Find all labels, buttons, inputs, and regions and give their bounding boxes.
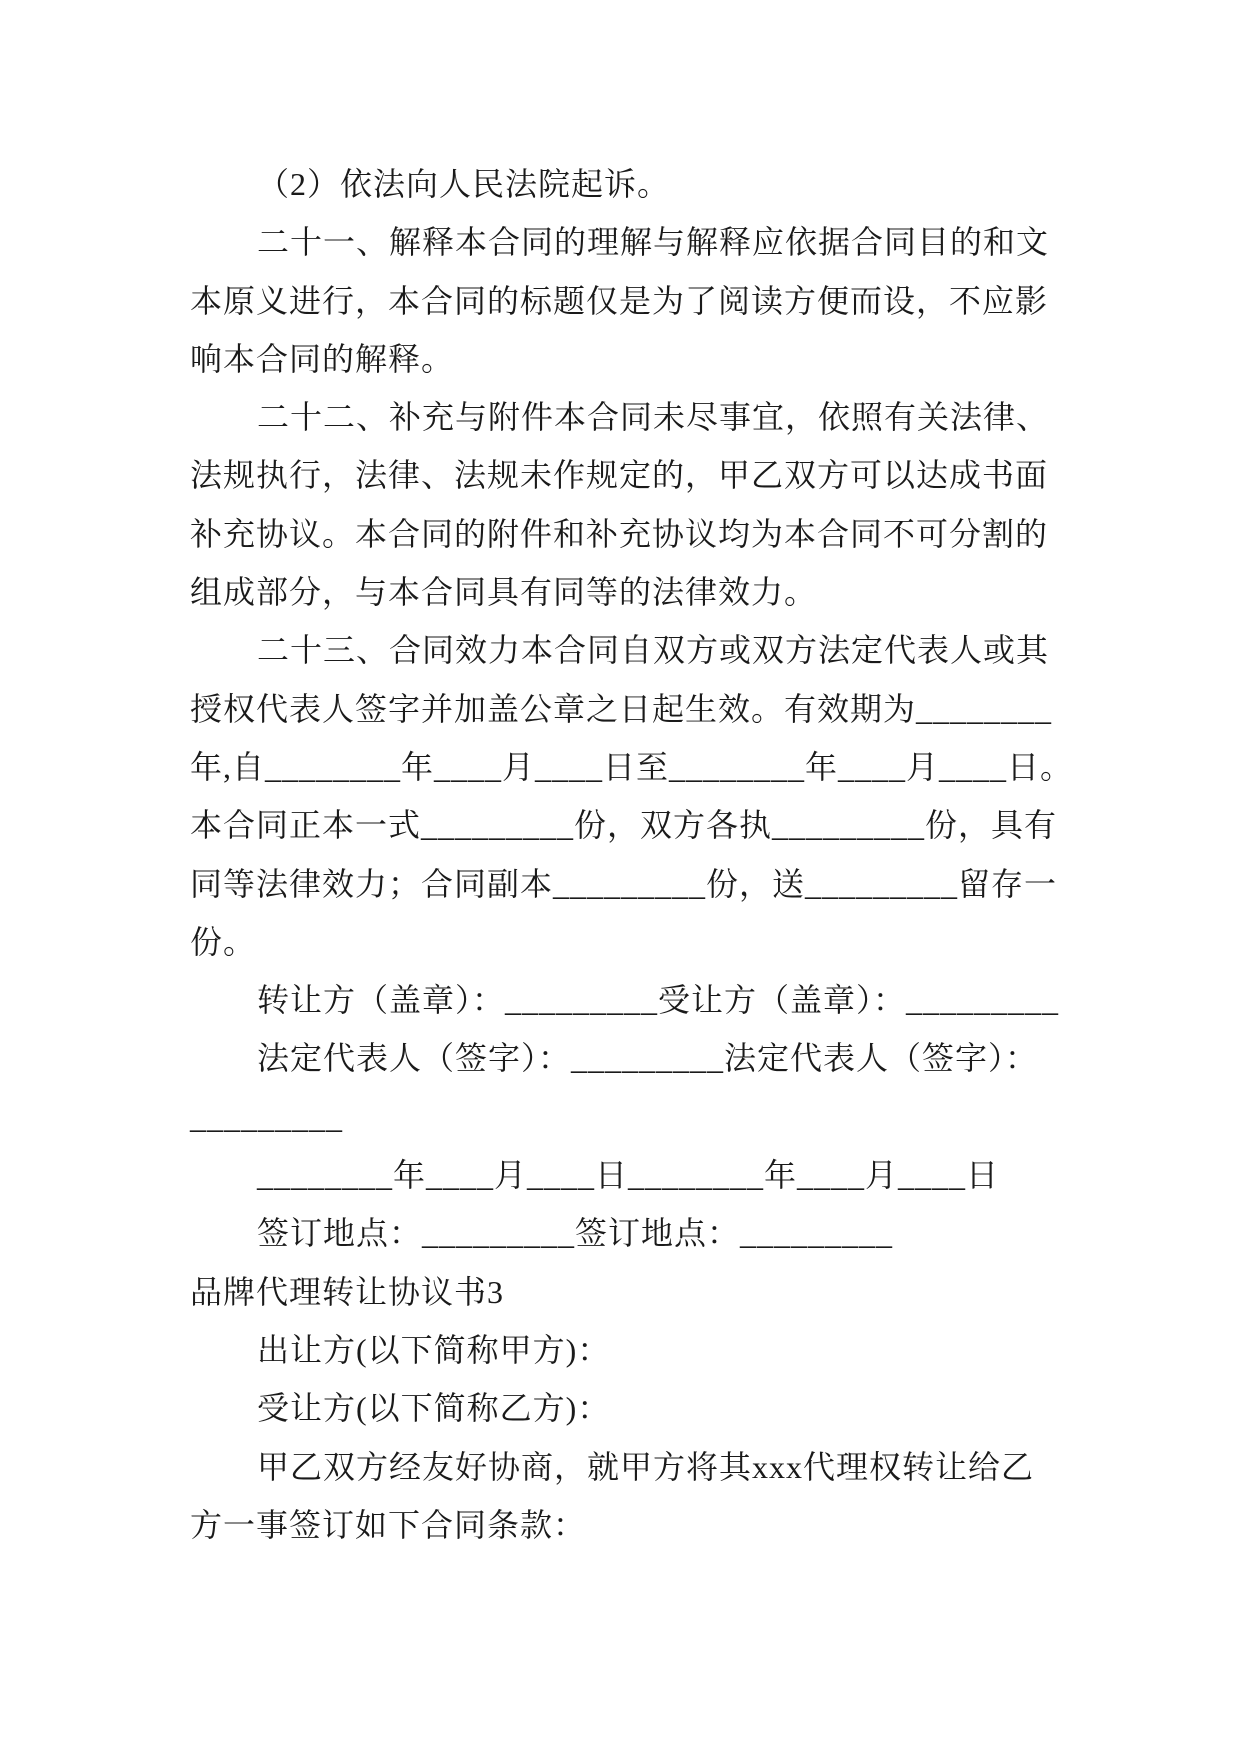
- clause-22-line: 二十二、补充与附件本合同未尽事宜，依照有关法律、: [257, 399, 1050, 436]
- signature-representative-line: 法定代表人（签字）：_________法定代表人（签字）：: [257, 1040, 1039, 1077]
- transferor-line: 出让方(以下简称甲方)：: [257, 1331, 611, 1368]
- signature-date-line: ________年____月____日________年____月____日: [257, 1157, 1000, 1194]
- clause-21-line: 响本合同的解释。: [190, 340, 455, 377]
- signature-place-line: 签订地点：_________签订地点：_________: [257, 1215, 894, 1252]
- clause-22-line: 法规执行，法律、法规未作规定的，甲乙双方可以达成书面: [190, 457, 1049, 494]
- clause-22-line: 补充协议。本合同的附件和补充协议均为本合同不可分割的: [190, 515, 1049, 552]
- preamble-line: 方一事签订如下合同条款：: [190, 1506, 587, 1543]
- clause-23-line: 份。: [190, 923, 257, 960]
- signature-seal-line: 转让方（盖章）：_________受让方（盖章）：_________: [257, 982, 1060, 1019]
- transferee-line: 受让方(以下简称乙方)：: [257, 1390, 611, 1427]
- section-title: 品牌代理转让协议书3: [190, 1273, 505, 1310]
- clause-22-line: 组成部分，与本合同具有同等的法律效力。: [190, 574, 818, 611]
- clause-23-line: 二十三、合同效力本合同自双方或双方法定代表人或其: [257, 632, 1050, 669]
- clause-23-line: 本合同正本一式_________份，双方各执_________份，具有: [190, 807, 1058, 844]
- clause-21-line: 二十一、解释本合同的理解与解释应依据合同目的和文: [257, 224, 1050, 261]
- clause-23-line: 年,自________年____月____日至________年____月____日。: [190, 748, 1074, 785]
- clause-21-line: 本原义进行，本合同的标题仅是为了阅读方便而设，不应影: [190, 282, 1049, 319]
- clause-23-line: 同等法律效力；合同副本_________份，送_________留存一: [190, 865, 1058, 902]
- signature-blank-line: _________: [190, 1098, 343, 1135]
- clause-23-line: 授权代表人签字并加盖公章之日起生效。有效期为________: [190, 690, 1053, 727]
- preamble-line: 甲乙双方经友好协商，就甲方将其xxx代理权转让给乙: [257, 1448, 1035, 1485]
- document-body: [190, 155, 1074, 1554]
- clause-20-item-2-line: （2）依法向人民法院起诉。: [257, 166, 671, 202]
